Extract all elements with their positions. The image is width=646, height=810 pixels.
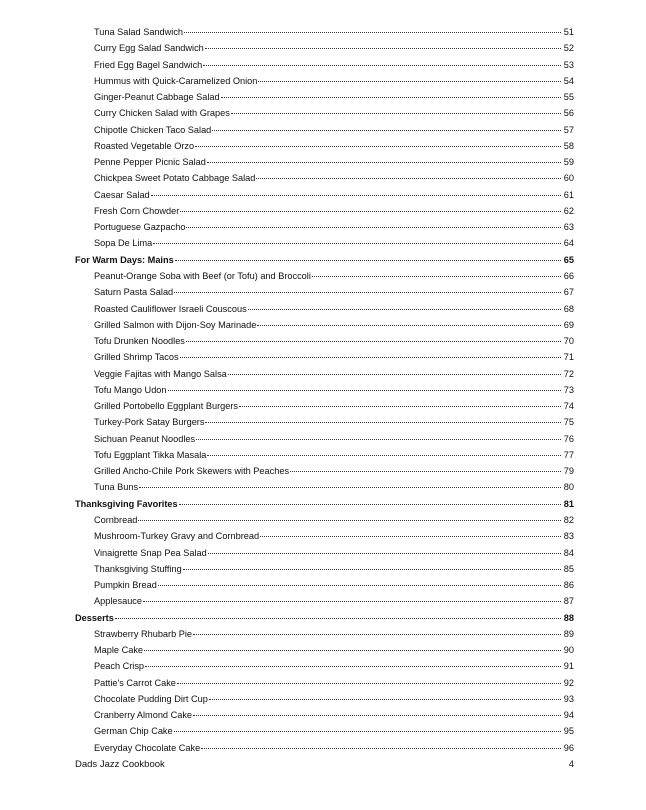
toc-dot-leader [186,226,561,228]
toc-entry-title: Tuna Salad Sandwich [94,27,184,37]
toc-entry[interactable] [75,73,574,89]
toc-entry-title: Thanksgiving Favorites [75,498,178,509]
toc-page-number: 96 [563,742,574,753]
toc-entry-title: Vinaigrette Snap Pea Salad [94,547,207,558]
toc-entry-title: Mushroom-Turkey Gravy and Cornbread [94,531,260,542]
toc-dot-leader [231,112,561,114]
toc-entry-title: Chickpea Sweet Potato Cabbage Salad [94,173,256,184]
toc-page-number: 85 [563,563,574,574]
toc-dot-leader [256,177,561,179]
toc-entry-title: Pattie's Carrot Cake [94,677,176,688]
toc-page-number: 89 [563,628,574,639]
toc-page-number: 68 [563,303,574,314]
toc-entry[interactable] [75,349,574,365]
toc-page-number: 58 [563,140,574,151]
toc-dot-leader [207,161,561,163]
toc-page-number: 77 [563,449,574,460]
toc-entry[interactable] [75,577,574,593]
toc-dot-leader [203,64,561,66]
toc-entry[interactable] [75,512,574,528]
toc-dot-leader [290,470,561,472]
toc-entry-title: Chocolate Pudding Dirt Cup [94,693,208,704]
toc-entry[interactable] [75,154,574,170]
toc-page-number: 70 [563,336,574,347]
toc-entry[interactable] [75,89,574,105]
toc-entry[interactable] [75,268,574,284]
toc-entry[interactable] [75,479,574,495]
table-of-contents [75,24,574,756]
toc-entry-title: Cornbread [94,514,138,525]
toc-entry[interactable] [75,431,574,447]
toc-entry[interactable] [75,528,574,544]
toc-dot-leader [138,519,561,521]
toc-entry[interactable] [75,40,574,56]
toc-entry-title: Cranberry Almond Cake [94,710,193,721]
toc-dot-leader [180,356,561,358]
toc-page-number: 55 [563,92,574,103]
toc-entry[interactable] [75,691,574,707]
toc-entry[interactable] [75,626,574,642]
toc-entry[interactable] [75,105,574,121]
toc-page-number: 83 [563,531,574,542]
toc-dot-leader [209,698,561,700]
toc-page-number: 69 [563,319,574,330]
toc-entry[interactable] [75,642,574,658]
toc-entry-title: Grilled Portobello Eggplant Burgers [94,401,239,412]
toc-entry-title: Chipotle Chicken Taco Salad [94,124,212,135]
toc-entry[interactable] [75,284,574,300]
toc-page-number: 63 [563,222,574,233]
toc-page-number: 82 [563,514,574,525]
toc-entry[interactable] [75,122,574,138]
toc-page-number: 66 [563,270,574,281]
toc-entry[interactable] [75,235,574,251]
toc-dot-leader [153,242,561,244]
toc-page-number: 51 [563,27,574,37]
toc-page-number: 76 [563,433,574,444]
toc-entry-title: Peach Crisp [94,661,145,672]
toc-entry-title: Sopa De Lima [94,238,153,249]
toc-entry[interactable] [75,658,574,674]
toc-entry-title: Curry Chicken Salad with Grapes [94,108,230,119]
toc-dot-leader [193,714,561,716]
toc-page-number: 64 [563,238,574,249]
toc-entry[interactable] [75,366,574,382]
toc-entry[interactable] [75,170,574,186]
toc-entry-title: Roasted Cauliflower Israeli Couscous [94,303,247,314]
toc-section-heading[interactable] [75,496,574,512]
toc-dot-leader [186,340,561,342]
toc-entry-title: Saturn Pasta Salad [94,287,174,298]
toc-dot-leader [179,503,561,505]
toc-entry-title: Tofu Mango Udon [94,384,167,395]
toc-dot-leader [221,96,561,98]
toc-entry[interactable] [75,219,574,235]
toc-entry-title: Desserts [75,612,114,623]
toc-page-number: 80 [563,482,574,493]
toc-entry[interactable] [75,317,574,333]
toc-entry[interactable] [75,398,574,414]
toc-entry-title: Strawberry Rhubarb Pie [94,628,193,639]
toc-entry[interactable] [75,414,574,430]
toc-entry[interactable] [75,138,574,154]
toc-entry-title: Curry Egg Salad Sandwich [94,43,204,54]
toc-dot-leader [174,291,561,293]
toc-page-number: 92 [563,677,574,688]
footer-book-title: Dads Jazz Cookbook [75,759,165,770]
toc-section-heading[interactable] [75,610,574,626]
toc-entry-title: Penne Pepper Picnic Salad [94,157,206,168]
toc-dot-leader [212,129,561,131]
toc-dot-leader [208,552,561,554]
toc-dot-leader [143,600,561,602]
toc-dot-leader [174,730,561,732]
toc-dot-leader [257,324,561,326]
toc-entry[interactable] [75,545,574,561]
toc-dot-leader [151,194,561,196]
toc-dot-leader [258,80,561,82]
toc-entry-title: Tofu Drunken Noodles [94,336,185,347]
toc-entry-title: Ginger-Peanut Cabbage Salad [94,92,220,103]
toc-page-number: 90 [563,645,574,656]
toc-page-number: 62 [563,205,574,216]
toc-page-number: 95 [563,726,574,737]
toc-entry-title: Grilled Salmon with Dijon-Soy Marinade [94,319,257,330]
toc-dot-leader [175,259,561,261]
toc-entry[interactable] [75,723,574,739]
toc-dot-leader [183,568,561,570]
toc-entry-title: German Chip Cake [94,726,173,737]
toc-entry-title: Thanksgiving Stuffing [94,563,182,574]
toc-page-number: 84 [563,547,574,558]
toc-entry[interactable] [75,447,574,463]
toc-page-number: 65 [563,254,574,265]
toc-page-number: 94 [563,710,574,721]
toc-entry-title: Sichuan Peanut Noodles [94,433,196,444]
toc-entry[interactable] [75,57,574,73]
toc-entry-title: Tuna Buns [94,482,139,493]
toc-page-number: 60 [563,173,574,184]
toc-dot-leader [158,584,561,586]
toc-entry-title: Veggie Fajitas with Mango Salsa [94,368,227,379]
toc-section-heading[interactable] [75,252,574,268]
toc-page-number: 52 [563,43,574,54]
toc-dot-leader [184,31,561,33]
toc-entry[interactable] [75,675,574,691]
toc-entry-title: Pumpkin Bread [94,580,157,591]
toc-entry[interactable] [75,593,574,609]
toc-entry[interactable] [75,561,574,577]
toc-entry-title: Peanut-Orange Soba with Beef (or Tofu) and Broccoli [94,270,311,281]
toc-dot-leader [207,454,561,456]
toc-dot-leader [145,665,561,667]
toc-page-number: 74 [563,401,574,412]
toc-page-number: 81 [563,498,574,509]
toc-dot-leader [205,47,561,49]
toc-page-number: 88 [563,612,574,623]
toc-dot-leader [195,145,561,147]
toc-page-number: 59 [563,157,574,168]
toc-page-number: 73 [563,384,574,395]
toc-entry[interactable] [75,301,574,317]
toc-page-number: 91 [563,661,574,672]
toc-entry[interactable] [75,333,574,349]
toc-entry-title: Roasted Vegetable Orzo [94,140,195,151]
toc-entry[interactable] [75,187,574,203]
toc-entry[interactable] [75,463,574,479]
toc-entry[interactable] [75,24,574,40]
toc-dot-leader [144,649,561,651]
toc-entry-title: Fried Egg Bagel Sandwich [94,59,203,70]
toc-entry-title: For Warm Days: Mains [75,254,174,265]
toc-entry[interactable] [75,707,574,723]
toc-dot-leader [193,633,561,635]
toc-entry-title: Everyday Chocolate Cake [94,742,201,753]
toc-entry[interactable] [75,203,574,219]
toc-entry-title: Fresh Corn Chowder [94,205,180,216]
toc-entry-title: Turkey-Pork Satay Burgers [94,417,205,428]
footer-page-number: 4 [568,759,574,770]
toc-entry-title: Grilled Shrimp Tacos [94,352,179,363]
toc-page-number: 61 [563,189,574,200]
toc-entry-title: Applesauce [94,596,143,607]
toc-dot-leader [168,389,561,391]
toc-dot-leader [260,535,561,537]
toc-page-number: 67 [563,287,574,298]
toc-entry-title: Hummus with Quick-Caramelized Onion [94,75,258,86]
toc-dot-leader [312,275,561,277]
toc-page-number: 87 [563,596,574,607]
toc-dot-leader [115,617,561,619]
toc-page-number: 56 [563,108,574,119]
toc-page-number: 79 [563,466,574,477]
toc-page-number: 53 [563,59,574,70]
toc-dot-leader [201,747,561,749]
toc-dot-leader [239,405,561,407]
page-footer [75,759,574,770]
toc-dot-leader [177,682,561,684]
toc-dot-leader [196,438,561,440]
toc-entry-title: Portuguese Gazpacho [94,222,186,233]
toc-page-number: 75 [563,417,574,428]
toc-entry[interactable] [75,740,574,756]
toc-entry-title: Maple Cake [94,645,144,656]
toc-dot-leader [180,210,561,212]
toc-entry-title: Grilled Ancho-Chile Pork Skewers with Peaches [94,466,290,477]
toc-page-number: 93 [563,693,574,704]
toc-page-number: 86 [563,580,574,591]
toc-page-number: 72 [563,368,574,379]
toc-entry-title: Caesar Salad [94,189,150,200]
toc-entry[interactable] [75,382,574,398]
toc-dot-leader [228,373,561,375]
toc-page-number: 54 [563,75,574,86]
toc-dot-leader [139,486,561,488]
toc-dot-leader [248,308,561,310]
toc-dot-leader [205,421,561,423]
toc-page-number: 57 [563,124,574,135]
toc-page-number: 71 [563,352,574,363]
toc-entry-title: Tofu Eggplant Tikka Masala [94,449,207,460]
